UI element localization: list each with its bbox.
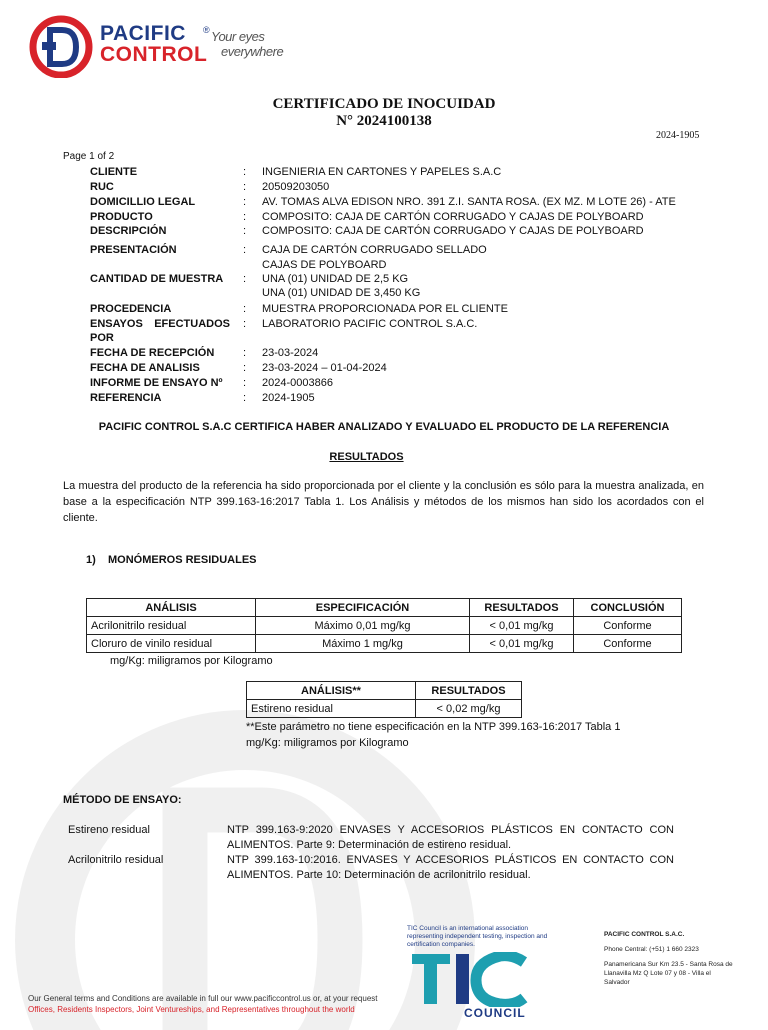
info-value-2: CAJAS DE POLYBOARD: [262, 259, 387, 271]
address-line-3: Salvador: [604, 979, 630, 986]
table-header: ANÁLISIS**: [247, 682, 416, 700]
table-cell: < 0,01 mg/kg: [470, 617, 574, 635]
logo-tagline-1: Your eyes: [211, 29, 265, 44]
table-cell: < 0,02 mg/kg: [416, 700, 522, 718]
table-cell: Cloruro de vinilo residual: [87, 635, 256, 653]
certificate-number: N° 2024100138: [336, 113, 432, 129]
table-header: CONCLUSIÓN: [574, 599, 682, 617]
logo-registered-mark: ®: [203, 25, 210, 35]
table-row: [87, 617, 682, 635]
table-header-row: [247, 682, 522, 700]
tic-council-logo: [412, 952, 532, 1022]
units-note: mg/Kg: miligramos por Kilogramo: [110, 655, 273, 667]
table-cell: Acrilonitrilo residual: [87, 617, 256, 635]
logo-mark-icon: [28, 12, 94, 78]
styrene-notes: [246, 719, 620, 751]
logo-tagline-2: everywhere: [221, 44, 284, 59]
method-label: Estireno residual: [68, 824, 150, 836]
table-cell: Máximo 1 mg/kg: [256, 635, 470, 653]
info-colon: :: [243, 166, 247, 178]
info-colon: :: [243, 303, 247, 315]
info-colon: :: [243, 362, 247, 374]
tic-council-note: TIC Council is an international association representing independent testing, inspection and certification companies.: [407, 925, 548, 948]
info-value: UNA (01) UNIDAD DE 2,5 KG: [262, 273, 409, 285]
certificate-title: [0, 96, 768, 130]
units-note: mg/Kg: miligramos por Kilogramo: [246, 737, 409, 749]
info-colon: :: [243, 181, 247, 193]
info-value: MUESTRA PROPORCIONADA POR EL CLIENTE: [262, 303, 508, 315]
table-header: ESPECIFICACIÓN: [256, 599, 470, 617]
info-label: DESCRIPCIÓN: [90, 225, 167, 237]
info-label: PRESENTACIÓN: [90, 244, 177, 256]
address-line-1: Panamericana Sur Km 23.5 - Santa Rosa de: [604, 961, 733, 968]
table-header-row: [87, 599, 682, 617]
info-colon: :: [243, 273, 247, 285]
info-label: CANTIDAD DE MUESTRA: [90, 273, 224, 285]
info-label: PROCEDENCIA: [90, 303, 172, 315]
tic-council-word: COUNCIL: [464, 1006, 526, 1020]
info-colon: :: [243, 196, 247, 208]
info-label: INFORME DE ENSAYO Nº: [90, 377, 223, 389]
info-label: DOMICILLIO LEGAL: [90, 196, 196, 208]
table-cell: Estireno residual: [247, 700, 416, 718]
info-value: COMPOSITO: CAJA DE CARTÓN CORRUGADO Y CAJAS DE POLYBOARD: [262, 225, 644, 237]
info-value: 2024-1905: [262, 392, 315, 404]
info-label: FECHA DE ANALISIS: [90, 362, 200, 374]
certification-statement: PACIFIC CONTROL S.A.C CERTIFICA HABER ANALIZADO Y EVALUADO EL PRODUCTO DE LA REFERENCIA: [98, 421, 670, 433]
company-address: [604, 930, 764, 987]
info-label: CLIENTE: [90, 166, 138, 178]
monomers-results-table: [86, 598, 682, 653]
results-heading: RESULTADOS: [329, 451, 404, 463]
info-colon: :: [243, 225, 247, 237]
method-heading: MÉTODO DE ENSAYO:: [63, 794, 182, 806]
info-colon: :: [243, 347, 247, 359]
table-row: [247, 700, 522, 718]
table-header: RESULTADOS: [416, 682, 522, 700]
info-value: INGENIERIA EN CARTONES Y PAPELES S.A.C: [262, 166, 502, 178]
reference-code: 2024-1905: [656, 130, 700, 141]
info-colon: :: [243, 392, 247, 404]
address-line-2: Llanavilla Mz Q Lote 07 y 08 - Villa el: [604, 970, 711, 977]
table-header: ANÁLISIS: [87, 599, 256, 617]
title-line-1: CERTIFICADO DE INOCUIDAD: [272, 96, 496, 112]
company-logo: [28, 12, 318, 82]
info-value: COMPOSITO: CAJA DE CARTÓN CORRUGADO Y CAJAS DE POLYBOARD: [262, 211, 644, 223]
info-label: REFERENCIA: [90, 392, 162, 404]
logo-brand-bottom: CONTROL: [100, 43, 208, 66]
logo-brand-top: PACIFIC: [100, 22, 186, 45]
specification-note: **Este parámetro no tiene especificación en la NTP 399.163-16:2017 Tabla 1: [246, 721, 621, 733]
table-header: RESULTADOS: [470, 599, 574, 617]
method-text: NTP 399.163-9:2020 ENVASES Y ACCESORIOS PLÁSTICOS EN CONTACTO CON ALIMENTOS. Parte 9: Determinación de estireno residual.: [227, 824, 674, 851]
table-cell: < 0,01 mg/kg: [470, 635, 574, 653]
info-colon: :: [243, 211, 247, 223]
info-value: 23-03-2024: [262, 347, 319, 359]
address-company-name: PACIFIC CONTROL S.A.C.: [604, 931, 685, 938]
method-label: Acrilonitrilo residual: [68, 854, 164, 866]
info-value-2: UNA (01) UNIDAD DE 3,450 KG: [262, 287, 421, 299]
info-label: PRODUCTO: [90, 211, 153, 223]
footer-offices: Offices, Residents Inspectors, Joint Ventureships, and Representatives throughout the world: [28, 1005, 355, 1014]
tic-logo-icon: [412, 952, 532, 1007]
info-label: ENSAYOS EFECTUADOS POR: [90, 318, 230, 344]
info-value: 20509203050: [262, 181, 330, 193]
page-number: Page 1 of 2: [63, 151, 115, 162]
table-row: [87, 635, 682, 653]
results-paragraph: La muestra del producto de la referencia ha sido proporcionada por el cliente y la conclusión es sólo para la muestra analizada, en base a la especificación NTP 399.163-16:2017 Tabla 1. Los Análisis y métodos de los mismos han sido los acordados con el cliente.: [63, 480, 704, 524]
info-value: 23-03-2024 – 01-04-2024: [262, 362, 387, 374]
info-colon: :: [243, 377, 247, 389]
info-value: AV. TOMAS ALVA EDISON NRO. 391 Z.I. SANTA ROSA. (EX MZ. M LOTE 26) - ATE: [262, 196, 676, 208]
info-colon: :: [243, 244, 247, 256]
info-value: LABORATORIO PACIFIC CONTROL S.A.C.: [262, 318, 478, 330]
table-cell: Conforme: [574, 635, 682, 653]
info-colon: :: [243, 318, 247, 330]
info-value: 2024-0003866: [262, 377, 333, 389]
address-phone: Phone Central: (+51) 1 660 2323: [604, 946, 699, 953]
section-title-monomers: 1) MONÓMEROS RESIDUALES: [86, 554, 257, 566]
styrene-results-table: [246, 681, 522, 718]
method-text: NTP 399.163-10:2016. ENVASES Y ACCESORIOS PLÁSTICOS EN CONTACTO CON ALIMENTOS. Parte 10: Determinación de acrilonitrilo residual.: [227, 854, 674, 881]
info-label: FECHA DE RECEPCIÓN: [90, 347, 215, 359]
footer-terms: Our General terms and Conditions are available in full our www.pacificcontrol.us or, at your request: [28, 994, 378, 1003]
info-label: RUC: [90, 181, 114, 193]
table-cell: Conforme: [574, 617, 682, 635]
info-value: CAJA DE CARTÓN CORRUGADO SELLADO: [262, 244, 487, 256]
table-cell: Máximo 0,01 mg/kg: [256, 617, 470, 635]
